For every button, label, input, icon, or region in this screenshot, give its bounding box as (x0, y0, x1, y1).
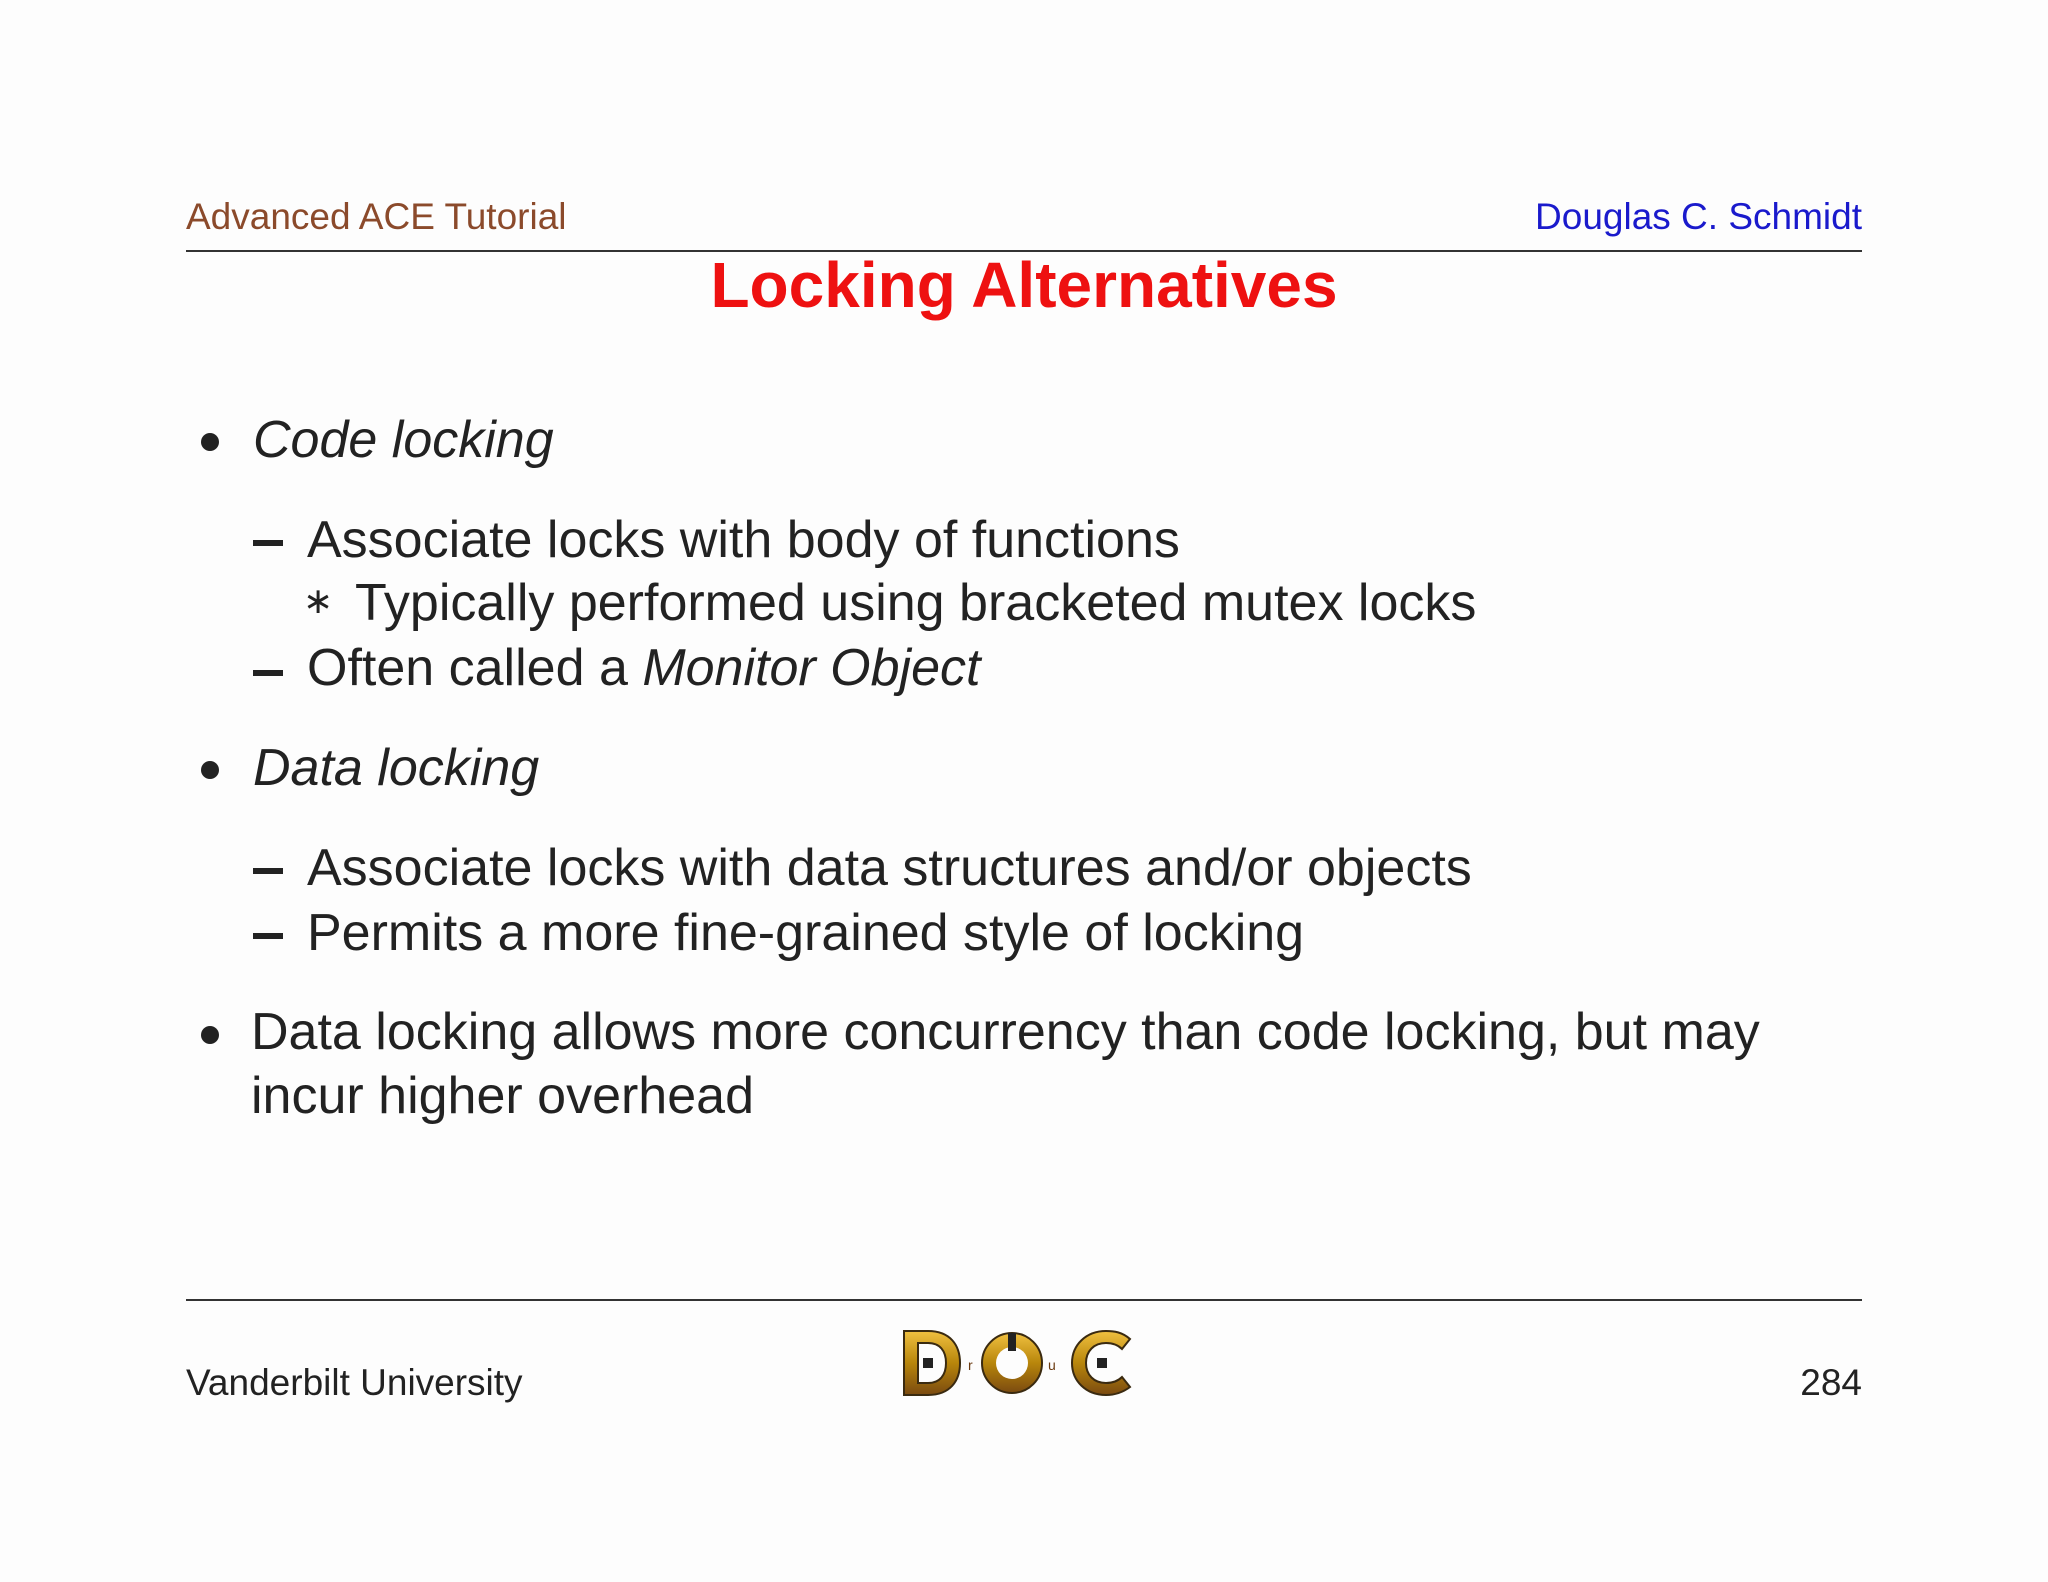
dash-marker (253, 670, 283, 676)
subitem-monitor-object (307, 638, 980, 698)
bullet-concurrency-line1: Data locking allows more concurrency than code locking, but may (251, 1003, 1760, 1061)
subitem-monitor-prefix: Often called a (307, 639, 643, 697)
doc-group-logo (900, 1325, 1150, 1400)
bullet-dot (201, 1026, 219, 1044)
dash-marker (253, 868, 283, 874)
dash-marker (253, 933, 283, 939)
footer-divider (186, 1299, 1862, 1301)
course-title: Advanced ACE Tutorial (186, 196, 567, 237)
page-number: 284 (1800, 1362, 1862, 1403)
dash-marker (253, 540, 283, 546)
subsubitem-bracketed-mutex: Typically performed using bracketed mutex locks (355, 574, 1477, 632)
bullet-concurrency-line2: incur higher overhead (251, 1067, 754, 1125)
bullet-data-locking: Data locking (253, 739, 540, 797)
bullet-dot (201, 761, 219, 779)
asterisk-marker: ∗ (303, 580, 334, 621)
subitem-fine-grained: Permits a more fine-grained style of locking (307, 904, 1305, 962)
svg-text:u: u (1048, 1357, 1056, 1373)
bullet-dot (201, 433, 219, 451)
subitem-associate-data: Associate locks with data structures and/or objects (307, 839, 1472, 897)
author-name: Douglas C. Schmidt (1535, 196, 1862, 237)
subitem-monitor-emphasis: Monitor Object (642, 639, 981, 697)
svg-text:r: r (968, 1357, 973, 1373)
subitem-associate-functions: Associate locks with body of functions (307, 511, 1180, 569)
bullet-code-locking: Code locking (253, 411, 554, 469)
institution-name: Vanderbilt University (186, 1362, 523, 1403)
slide-title: Locking Alternatives (710, 249, 1338, 321)
